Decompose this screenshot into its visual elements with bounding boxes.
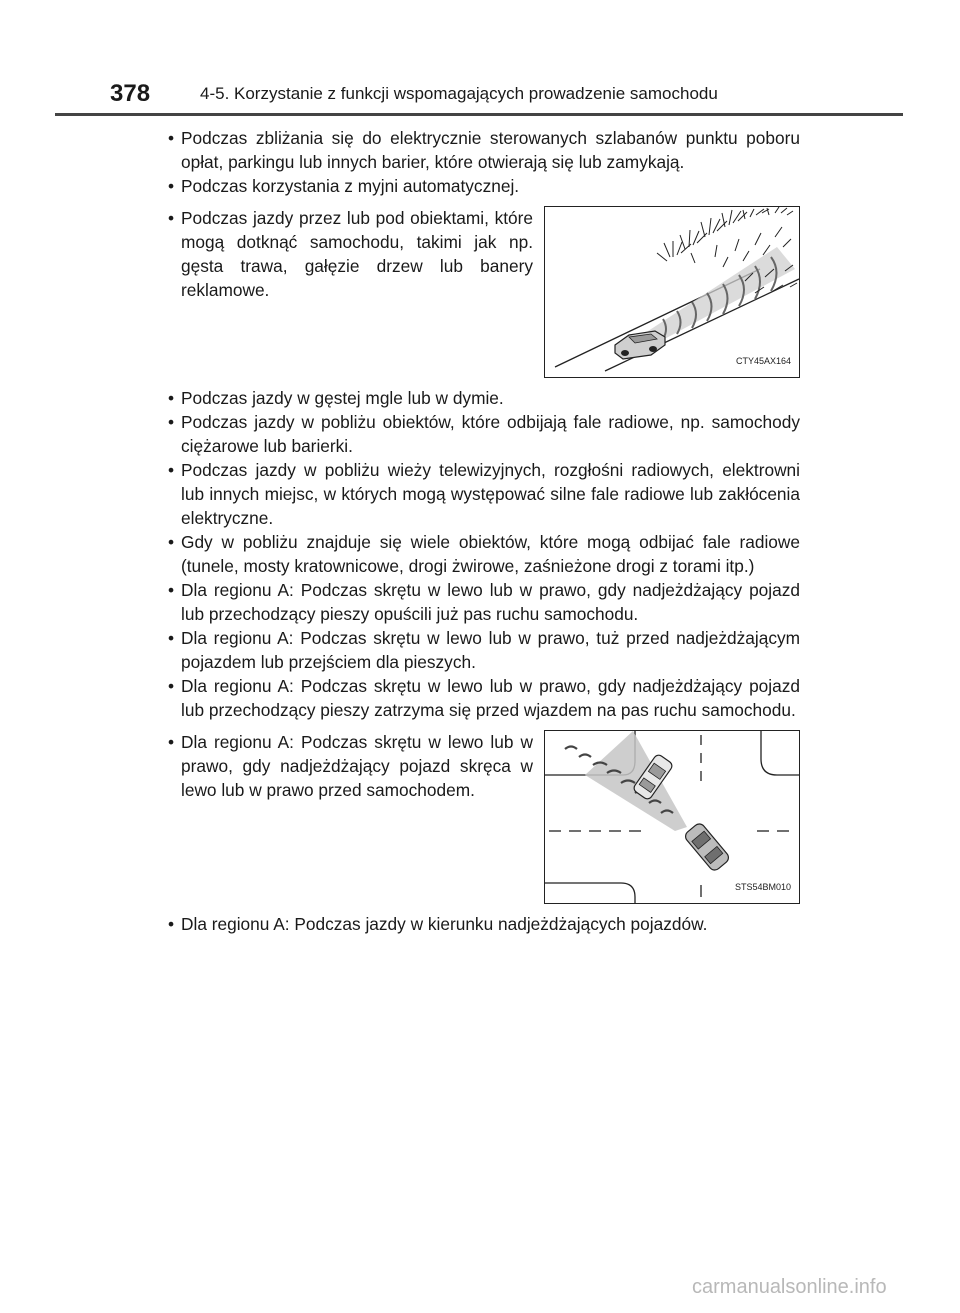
bullet-text: Dla regionu A: Podczas skrętu w lewo lub w prawo, gdy nadjeżdżający pojazd skręca w lewo lub w prawo przed samochodem. xyxy=(181,732,533,800)
bullet-text: Podczas korzystania z myjni automatycznej. xyxy=(181,176,520,196)
section-title: 4-5. Korzystanie z funkcji wspomagających prowadzenie samochodu xyxy=(200,84,718,103)
bullet-item xyxy=(168,530,800,578)
bullet-text: Podczas jazdy w pobliżu wieży telewizyjnych, rozgłośni radiowych, elektrowni lub innych miejsc, w których mogą występować silne fale radiowe lub zakłócenia elektryczne. xyxy=(181,460,800,528)
page-number: 378 xyxy=(110,80,151,107)
page-header xyxy=(0,0,960,116)
bullet-item xyxy=(168,410,800,458)
bullet-marker: • xyxy=(168,460,175,480)
bullet-item xyxy=(168,126,800,174)
bullet-item xyxy=(168,206,533,378)
bullet-item xyxy=(168,174,800,198)
bullet-item xyxy=(168,458,800,530)
figure-code: STS54BM010 xyxy=(734,882,791,892)
bullet-marker: • xyxy=(168,412,175,432)
bullet-marker: • xyxy=(168,676,175,696)
bullet-marker: • xyxy=(168,388,175,408)
bullet-marker: • xyxy=(168,208,175,228)
bullet-text: Dla regionu A: Podczas jazdy w kierunku nadjeżdżających pojazdów. xyxy=(181,914,708,934)
bullet-text: Podczas zbliżania się do elektrycznie sterowanych szlabanów punktu poboru opłat, parkingu lub innych barier, które otwierają się lub zamykają. xyxy=(181,128,800,172)
illustration-vegetation xyxy=(544,206,800,378)
bullet-item xyxy=(168,730,533,904)
bullet-item xyxy=(168,912,800,936)
bullet-text: Podczas jazdy przez lub pod obiektami, które mogą dotknąć samochodu, takimi jak np. gęsta trawa, gałęzie drzew lub banery reklamowe. xyxy=(181,208,533,300)
car-icon xyxy=(683,822,731,873)
bullet-text: Podczas jazdy w gęstej mgle lub w dymie. xyxy=(181,388,504,408)
watermark: carmanualsonline.info xyxy=(692,1276,887,1298)
bullet-text: Gdy w pobliżu znajduje się wiele obiektów, które mogą odbijać fale radiowe (tunele, mosty kratownicowe, drogi żwirowe, zaśnieżone drogi z torami itp.) xyxy=(181,532,800,576)
page-content xyxy=(168,126,800,936)
bullet-marker: • xyxy=(168,128,175,148)
bullet-marker: • xyxy=(168,532,175,552)
figure-row-vegetation xyxy=(168,206,800,378)
bullet-text: Podczas jazdy w pobliżu obiektów, które odbijają fale radiowe, np. samochody ciężarowe lub barierki. xyxy=(181,412,800,456)
bullet-marker: • xyxy=(168,176,175,196)
bullet-item xyxy=(168,386,800,410)
bullet-item xyxy=(168,578,800,626)
bullet-item xyxy=(168,626,800,674)
bullet-marker: • xyxy=(168,628,175,648)
bullet-marker: • xyxy=(168,914,175,934)
figure-row-intersection xyxy=(168,730,800,904)
bullet-marker: • xyxy=(168,732,175,752)
header-divider xyxy=(55,113,903,116)
figure-code: CTY45AX164 xyxy=(735,356,791,366)
bullet-marker: • xyxy=(168,580,175,600)
bullet-item xyxy=(168,674,800,722)
bullet-text: Dla regionu A: Podczas skrętu w lewo lub w prawo, gdy nadjeżdżający pojazd lub przechodzący pieszy opuścili już pas ruchu samochodu. xyxy=(181,580,800,624)
bullet-text: Dla regionu A: Podczas skrętu w lewo lub w prawo, gdy nadjeżdżający pojazd lub przechodzący pieszy zatrzyma się przed wjazdem na pas ruchu samochodu. xyxy=(181,676,800,720)
bullet-text: Dla regionu A: Podczas skrętu w lewo lub w prawo, tuż przed nadjeżdżającym pojazdem lub przejściem dla pieszych. xyxy=(181,628,800,672)
illustration-intersection xyxy=(544,730,800,904)
